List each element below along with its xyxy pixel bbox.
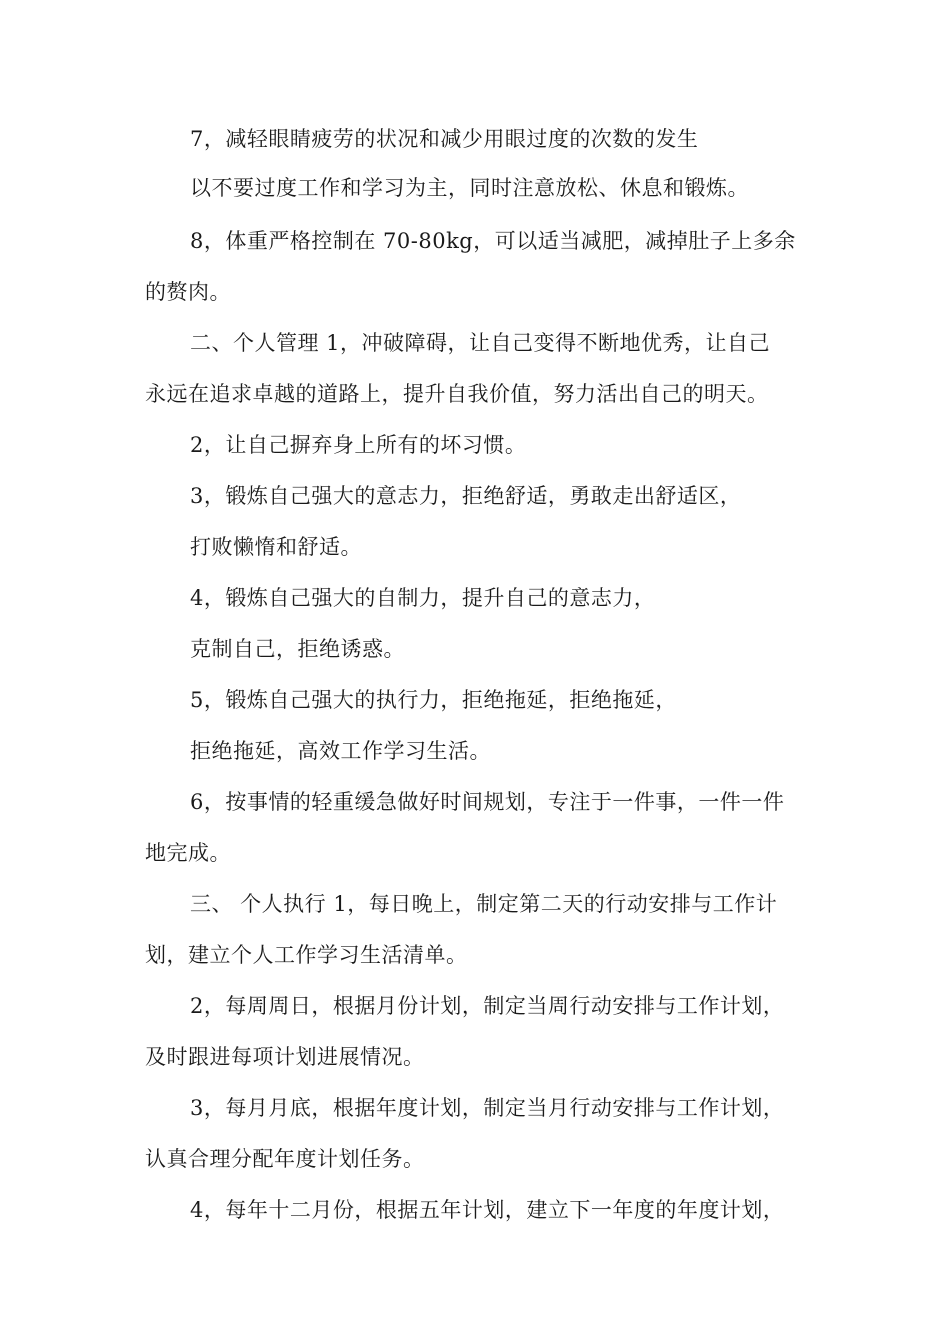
paragraph-line: 以不要过度工作和学习为主，同时注意放松、休息和锻炼。 [190,176,749,200]
paragraph-line: 地完成。 [145,841,231,865]
paragraph-line: 永远在追求卓越的道路上，提升自我价值，努力活出自己的明天。 [145,382,769,406]
paragraph-line: 3，每月月底，根据年度计划，制定当月行动安排与工作计划， [190,1096,785,1120]
paragraph-line: 打败懒惰和舒适。 [190,535,362,559]
paragraph-line: 4，每年十二月份，根据五年计划，建立下一年度的年度计划， [190,1198,785,1222]
paragraph-line: 8，体重严格控制在 70-80kg，可以适当减肥，减掉肚子上多余 [190,229,796,253]
paragraph-line: 7，减轻眼睛疲劳的状况和减少用眼过度的次数的发生 [190,127,699,151]
paragraph-line: 6，按事情的轻重缓急做好时间规划，专注于一件事，一件一件 [190,790,785,814]
paragraph-line: 三、 个人执行 1，每日晚上，制定第二天的行动安排与工作计 [190,892,778,916]
paragraph-line: 认真合理分配年度计划任务。 [145,1147,425,1171]
paragraph-line: 的赘肉。 [145,280,231,304]
paragraph-line: 4，锻炼自己强大的自制力，提升自己的意志力， [190,586,656,610]
paragraph-line: 2，让自己摒弃身上所有的坏习惯。 [190,433,527,457]
paragraph-line: 二、个人管理 1，冲破障碍，让自己变得不断地优秀，让自己 [190,331,771,355]
paragraph-line: 3，锻炼自己强大的意志力，拒绝舒适，勇敢走出舒适区， [190,484,742,508]
paragraph-line: 克制自己，拒绝诱惑。 [190,637,405,661]
paragraph-line: 2，每周周日，根据月份计划，制定当周行动安排与工作计划， [190,994,785,1018]
paragraph-line: 拒绝拖延，高效工作学习生活。 [190,739,491,763]
paragraph-line: 划，建立个人工作学习生活清单。 [145,943,468,967]
paragraph-line: 及时跟进每项计划进展情况。 [145,1045,425,1069]
paragraph-line: 5，锻炼自己强大的执行力，拒绝拖延，拒绝拖延， [190,688,677,712]
